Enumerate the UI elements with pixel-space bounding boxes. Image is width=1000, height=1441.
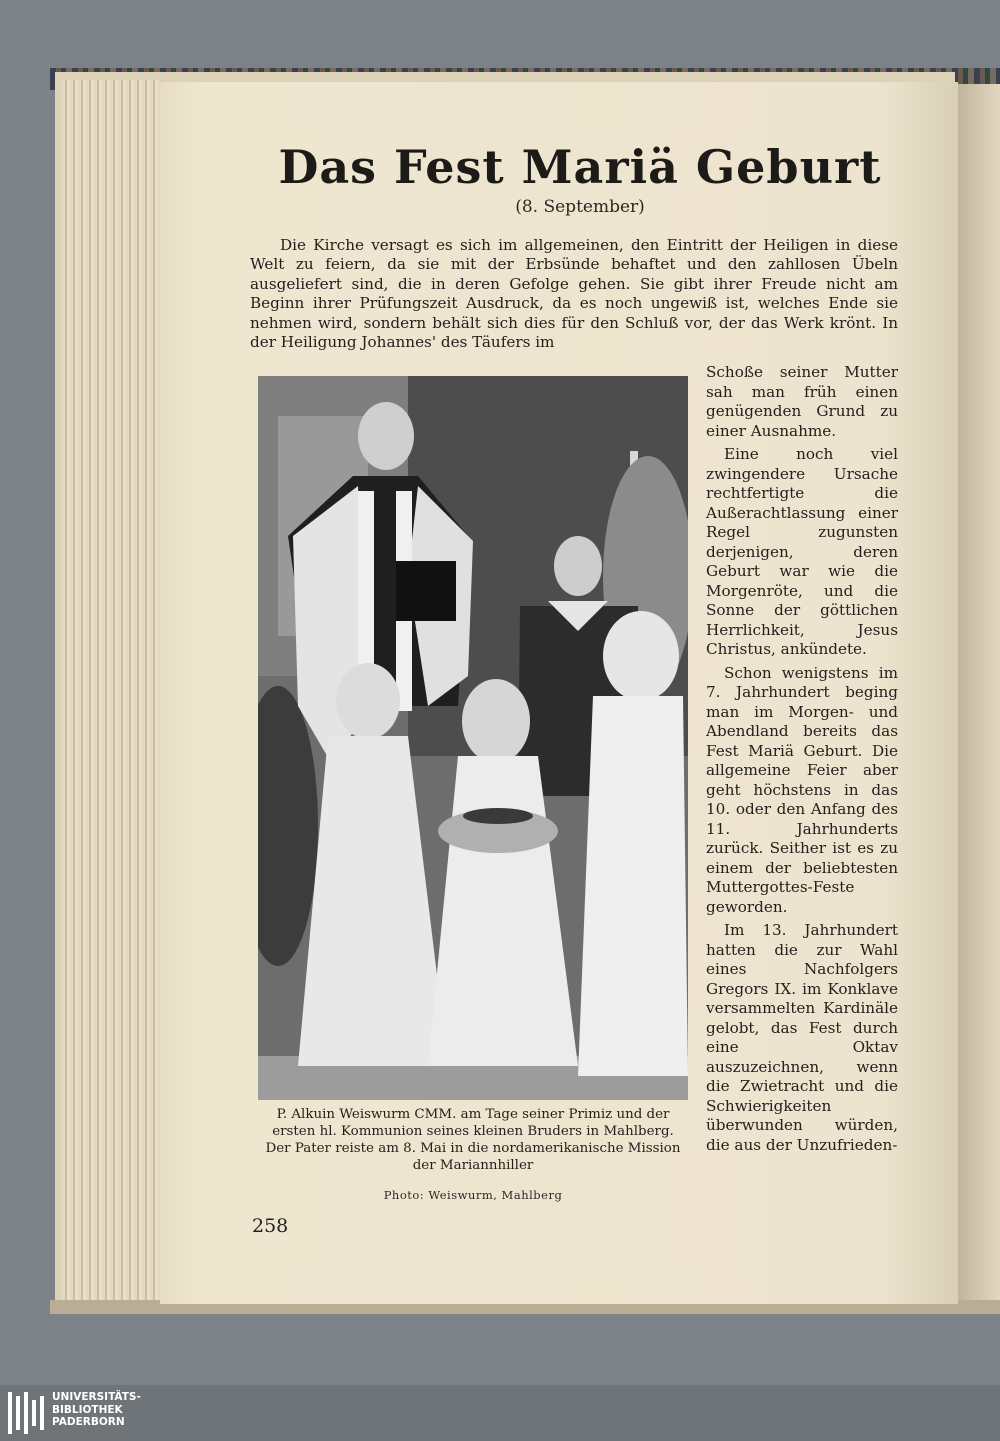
photograph (258, 376, 688, 1100)
library-logo-icon (8, 1392, 44, 1434)
article-intro: Die Kirche versagt es sich im allgemeinen, den Eintritt der Heiligen in diese Welt zu feiern, da sie mit der Erbsünde behaftet und den zahllosen Übeln ausgeliefert sind, die in deren Gefolge gehen. Sie gibt ihrer Freude nicht am Beginn ihrer Prüfungszeit Ausdruck, da es noch ungewiß ist, welches Ende sie nehmen wird, sondern behält sich dies für den Schluß vor, der das Werk krönt. In der Heiligung Johannes' des Täufers im (250, 236, 898, 352)
library-name-line: BIBLIOTHEK (52, 1403, 123, 1416)
photo-caption: P. Alkuin Weiswurm CMM. am Tage seiner Primiz und der ersten hl. Kommunion seines kleinen Bruders in Mahlberg. Der Pater reiste am 8. Mai in die nordamerikanische Mission der Mariannhiller (265, 1107, 681, 1173)
article-subtitle: (8. September) (515, 197, 645, 217)
library-footer (0, 1385, 1000, 1441)
column-paragraph: Schoße seiner Mutter sah man früh einen genügenden Grund zu einer Ausnahme. (706, 363, 898, 440)
column-paragraph: Im 13. Jahrhundert hatten die zur Wahl eines Nachfolgers Gregors IX. im Konklave versammelten Kardinäle gelobt, das Fest durch eine Oktav auszuzeichnen, wenn die Zwietracht und die Schwierigkeiten überwunden würden, die aus der Unzufrieden- (706, 921, 898, 1154)
page-number: 258 (252, 1215, 289, 1237)
photo-illustration (258, 376, 688, 1100)
article-column (706, 363, 898, 1159)
photo-credit: Photo: Weiswurm, Mahlberg (383, 1188, 563, 1202)
facing-page-edge (955, 84, 1000, 1302)
page-edges (62, 80, 162, 1308)
article-title: Das Fest Mariä Geburt (278, 140, 882, 194)
library-name-line: UNIVERSITÄTS- (52, 1391, 141, 1403)
library-name (52, 1391, 141, 1429)
column-paragraph: Eine noch viel zwingendere Ursache rechtfertigte die Außerachtlassung einer Regel zugunsten derjenigen, deren Geburt war wie die Morgenröte, und die Sonne der göttlichen Herrlichkeit, Jesus Christus, ankündete. (706, 445, 898, 658)
column-paragraph: Schon wenigstens im 7. Jahrhundert beging man im Morgen- und Abendland bereits das Fest Mariä Geburt. Die allgemeine Feier aber geht höchstens in das 10. oder den Anfang des 11. Jahrhunderts zurück. Seither ist es zu einem der beliebtesten Muttergottes-Feste geworden. (706, 663, 898, 916)
library-name-line: PADERBORN (52, 1416, 125, 1428)
